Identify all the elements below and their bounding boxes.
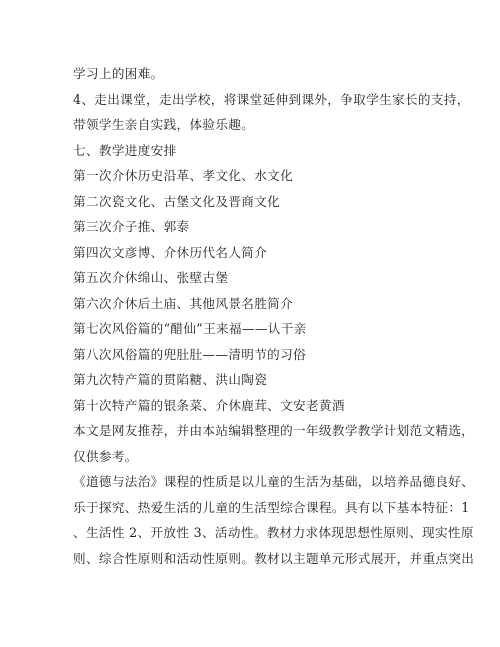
text-line: 第八次风俗篇的兜肚肚——清明节的习俗 [73,347,306,362]
text-line: 第五次介休绵山、张壁古堡 [73,270,229,285]
text-line: 仅供参考。 [73,449,138,464]
text-line: 第七次风俗篇的“醋仙”王来福——认干亲 [73,321,307,336]
text-line: 七、教学进度安排 [73,143,177,158]
text-line: 乐于探究、热爱生活的儿童的生活型综合课程。具有以下基本特征：1 [73,500,470,515]
text-line: 本文是网友推荐，并由本站编辑整理的一年级教学教学计划范文精选， [73,423,475,438]
text-line: 第九次特产篇的贯陷糖、洪山陶瓷 [73,372,268,387]
text-line: 《道德与法治》课程的性质是以儿童的生活为基础，以培养品德良好、 [73,474,475,489]
text-line: 第一次介休历史沿革、孝文化、水文化 [73,168,294,183]
text-line: 第十次特产篇的银条菜、介休鹿茸、文安老黄酒 [73,398,345,413]
text-line: 则、综合性原则和活动性原则。教材以主题单元形式展开，并重点突出 [73,551,475,566]
text-line: 学习上的困难。 [73,66,164,81]
text-line: 第三次介子推、郭泰 [73,219,190,234]
text-line: 第二次瓷文化、古堡文化及晋商文化 [73,194,281,209]
text-line: 带领学生亲自实践，体验乐趣。 [73,117,255,132]
text-line: 4、走出课堂，走出学校，将课堂延伸到课外，争取学生家长的支持， [73,92,470,107]
text-line: 第六次介休后土庙、其他风景名胜简介 [73,296,294,311]
text-line: 、生活性 2、开放性 3、活动性。教材力求体现思想性原则、现实性原 [73,525,474,540]
text-line: 第四次文彦博、介休历代名人简介 [73,245,268,260]
